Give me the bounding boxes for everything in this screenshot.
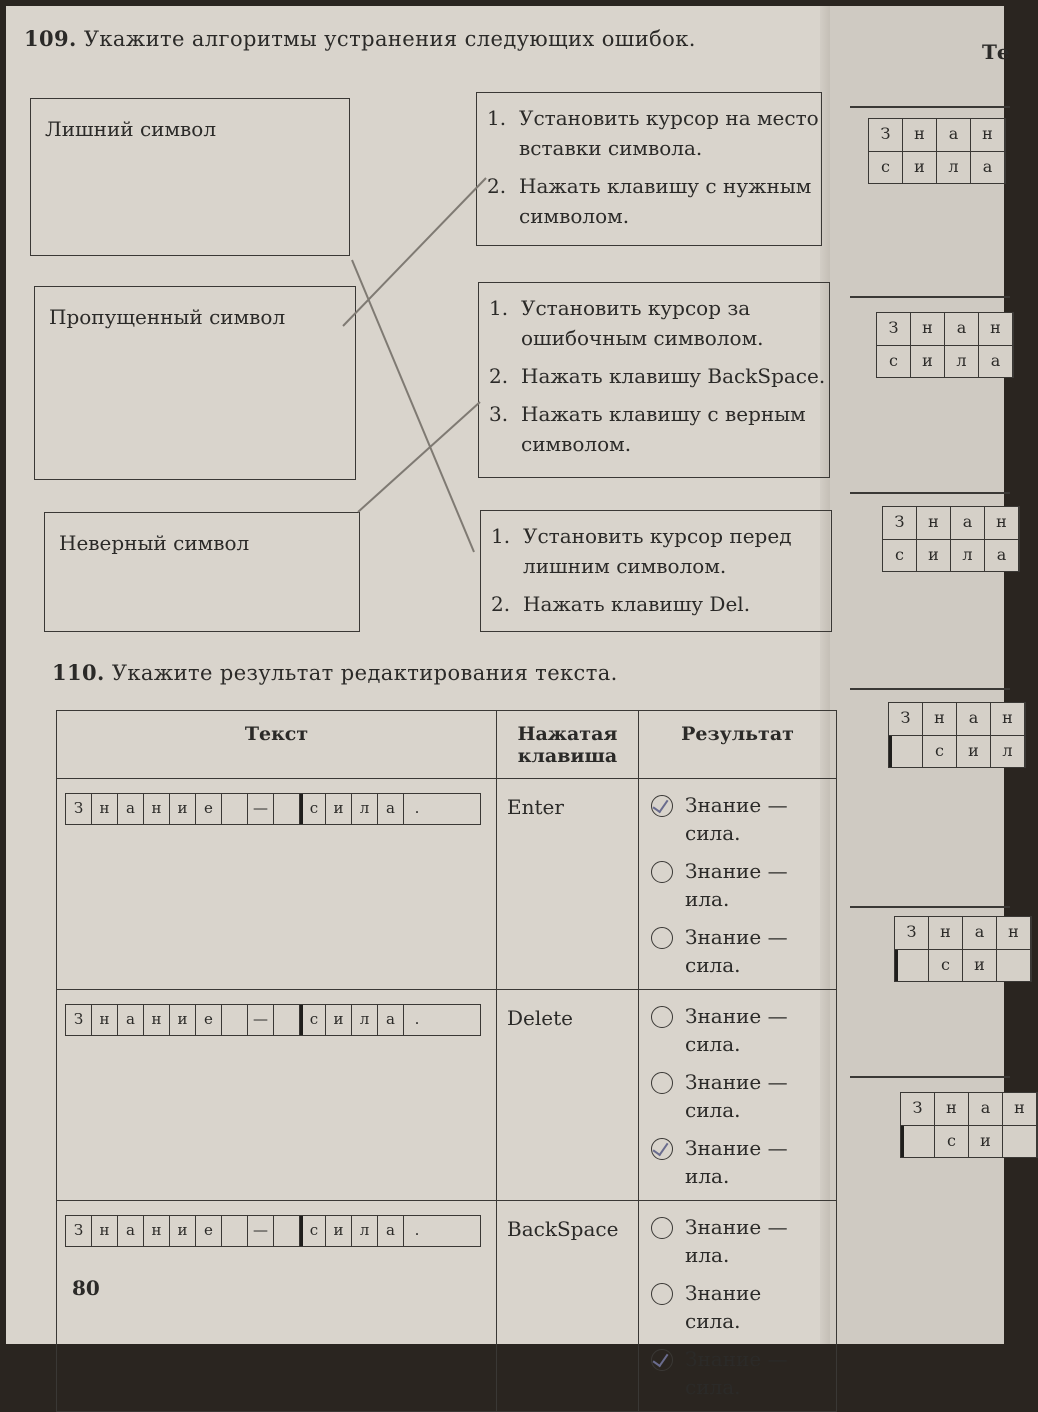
result-option[interactable]: Знание — ила. [651,1213,836,1269]
algorithm-step: 1. Установить курсор перед лишним символом. [491,524,792,578]
connector-line [343,178,486,326]
pressed-key: BackSpace [497,1201,639,1412]
task-110-number: 110. [52,660,105,685]
editing-results-table [56,710,837,1412]
header-result: Результат [639,711,837,779]
radio-icon[interactable] [651,861,673,883]
task-109-number: 109. [24,26,77,51]
radio-checked-icon[interactable] [651,795,673,817]
result-option[interactable]: Знание — ила. [651,1134,836,1190]
char-grid: З н а н и е — с и л а . [65,1004,481,1036]
task-110-title [52,660,618,685]
mini-grid-6: З н а н с и [900,1092,1038,1158]
task-110-text: Укажите результат редактирования текста. [111,661,618,685]
radio-icon[interactable] [651,1072,673,1094]
char-grid: З н а н и е — с и л а . [65,1215,481,1247]
char-grid: З н а н и е — с и л а . [65,793,481,825]
text-cursor: с [300,794,326,824]
result-option[interactable]: Знание сила. [651,1279,836,1335]
error-label: Лишний символ [45,117,217,141]
algorithm-step: 2. Нажать клавишу Del. [491,592,751,616]
radio-icon[interactable] [651,927,673,949]
mini-grid-1: З н а н с и л а [868,118,1006,184]
result-option[interactable]: Знание —сила. [651,923,836,979]
result-option[interactable]: Знание —сила. [651,1068,836,1124]
table-row [57,990,837,1201]
page-number: 80 [72,1276,100,1300]
header-text: Текст [57,711,497,779]
connector-line [352,260,474,552]
algorithm-step: 1. Установить курсор на место вставки символа. [487,106,819,160]
result-option[interactable]: Знание — ила. [651,857,836,913]
error-label: Пропущенный символ [49,305,286,329]
text-cell [57,779,497,990]
text-cell [57,1201,497,1412]
mini-grid-5: З н а н с и [894,916,1032,982]
algorithm-step: 1. Установить курсор за ошибочным символом. [489,296,764,350]
result-options [639,990,837,1201]
result-option[interactable]: Знание —сила. [651,1345,836,1401]
result-options [639,779,837,990]
pressed-key: Enter [497,779,639,990]
table-row [57,1201,837,1412]
radio-checked-icon[interactable] [651,1138,673,1160]
right-page-corner-text: Те [982,40,1010,64]
mini-grid-4: З н а н с и л [888,702,1026,768]
radio-icon[interactable] [651,1217,673,1239]
algorithm-step: 3. Нажать клавишу с верным символом. [489,402,806,456]
algorithm-step: 2. Нажать клавишу с нужным символом. [487,174,812,228]
algorithm-step: 2. Нажать клавишу BackSpace. [489,364,826,388]
result-option[interactable]: Знание — сила. [651,1002,836,1058]
result-option[interactable]: Знание — сила. [651,791,836,847]
pressed-key: Delete [497,990,639,1201]
text-cursor: с [300,1005,326,1035]
radio-icon[interactable] [651,1283,673,1305]
task-109-text: Укажите алгоритмы устранения следующих ошибок. [83,27,696,51]
error-label: Неверный символ [59,531,250,555]
radio-icon[interactable] [651,1006,673,1028]
mini-grid-2: З н а н с и л а [876,312,1014,378]
header-key: Нажатая клавиша [497,711,639,779]
radio-checked-icon[interactable] [651,1349,673,1371]
text-cell [57,990,497,1201]
mini-grid-3: З н а н с и л а [882,506,1020,572]
table-row [57,779,837,990]
text-cursor: с [300,1216,326,1246]
result-options [639,1201,837,1412]
